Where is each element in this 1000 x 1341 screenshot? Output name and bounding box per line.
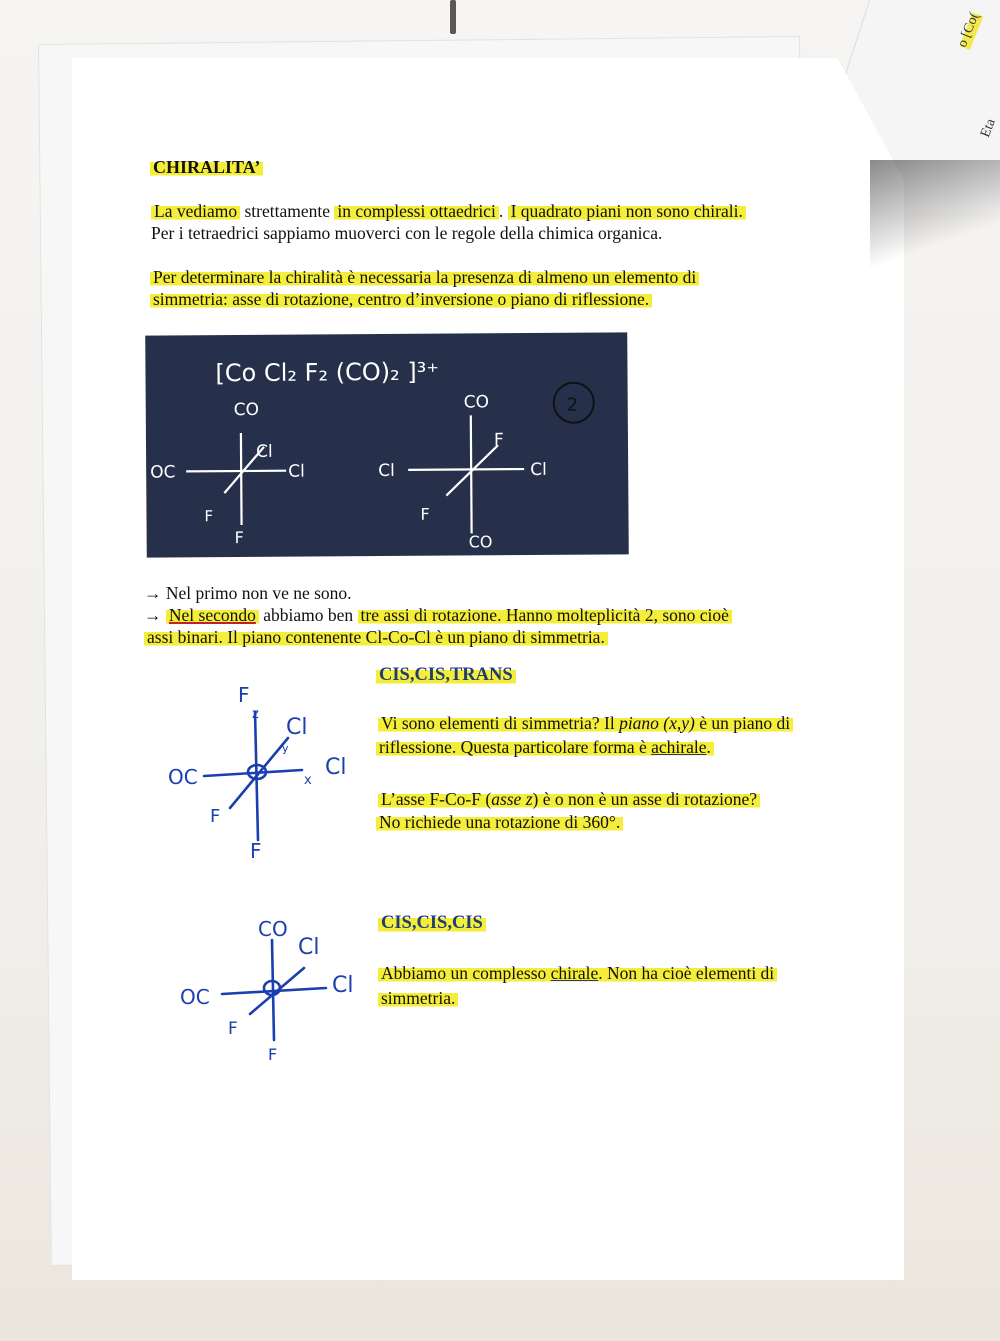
corner-note-line1: o [Co( — [955, 10, 983, 50]
section1-title: CIS,CIS,TRANS — [376, 664, 516, 686]
s1-top-label: F — [238, 683, 250, 707]
page-title: CHIRALITA’ — [150, 156, 263, 178]
intro-line-1: La vediamo strettamente in complessi ottaedrici . I quadrato piani non sono chirali. — [151, 200, 746, 222]
s2-bottom-label: F — [268, 1045, 278, 1064]
s1-right-label: Cl — [325, 755, 347, 780]
left-top-label: CO — [233, 399, 260, 421]
determine-line-1: Per determinare la chiralità è necessaria la presenza di almeno un elemento di — [150, 266, 699, 288]
s1-diag-label: Cl — [286, 715, 308, 740]
blackboard-drawing — [145, 332, 629, 557]
s2-top-label: CO — [258, 917, 288, 941]
right-diag-label: F — [493, 430, 504, 451]
intro-line-2: Per i tetraedrici sappiamo muoverci con le regole della chimica organica. — [151, 223, 663, 243]
s2-diag-label: Cl — [298, 935, 320, 960]
right-left-label: Cl — [378, 460, 395, 482]
section2-title: CIS,CIS,CIS — [378, 912, 486, 934]
right-bottom-left-label: F — [420, 504, 430, 524]
left-right-label: Cl — [288, 461, 305, 482]
circle-number: 2 — [566, 394, 579, 416]
right-bottom-label: CO — [468, 532, 493, 552]
section2-p1-line2: simmetria. — [378, 987, 458, 1009]
right-top-label: CO — [463, 392, 490, 413]
section1-p1-line2: riflessione. Questa particolare forma è achirale. — [376, 736, 714, 758]
s1-bottom-label: F — [250, 839, 262, 863]
s1-x-label: x — [304, 773, 312, 788]
notes-line-1: → Nel primo non ve ne sono. — [144, 583, 352, 603]
section1-p2-line2: No richiede una rotazione di 360°. — [376, 811, 623, 833]
s2-bottom-left-label: F — [228, 1019, 238, 1039]
s1-y-label: y — [282, 742, 289, 755]
s2-left-label: OC — [180, 985, 210, 1009]
left-bottom-left-label: F — [204, 507, 214, 526]
right-right-label: Cl — [530, 459, 547, 481]
s1-bottom-left-label: F — [210, 806, 221, 827]
page-fold-shadow — [870, 160, 1000, 270]
left-bottom-label: F — [234, 528, 244, 548]
s2-right-label: Cl — [332, 973, 354, 998]
section1-p2-line1: L’asse F-Co-F (asse z) è o non è un asse di rotazione? — [378, 788, 760, 810]
section1-drawing — [160, 680, 360, 870]
formula-text: [Co Cl₂ F₂ (CO)₂ ]³⁺ — [215, 357, 440, 388]
s1-left-label: OC — [168, 765, 198, 789]
determine-line-2: simmetria: asse di rotazione, centro d’inversione o piano di riflessione. — [150, 288, 652, 310]
section2-drawing — [170, 908, 370, 1068]
section1-p1-line1: Vi sono elementi di simmetria? Il piano (x,y) è un piano di — [378, 712, 793, 734]
left-diag-label: Cl — [255, 441, 273, 462]
corner-note-line2: Eta — [978, 116, 999, 140]
left-left-label: OC — [150, 462, 176, 483]
blackboard-photo — [145, 332, 629, 557]
notes-line-2: → Nel secondo abbiamo ben tre assi di rotazione. Hanno molteplicità 2, sono cioè — [144, 604, 732, 626]
binder-pin — [450, 0, 456, 34]
s1-z-label: z — [252, 707, 259, 722]
notes-line-3: assi binari. Il piano contenente Cl-Co-Cl è un piano di simmetria. — [144, 626, 608, 648]
section2-p1-line1: Abbiamo un complesso chirale. Non ha cioè elementi di — [378, 962, 777, 984]
